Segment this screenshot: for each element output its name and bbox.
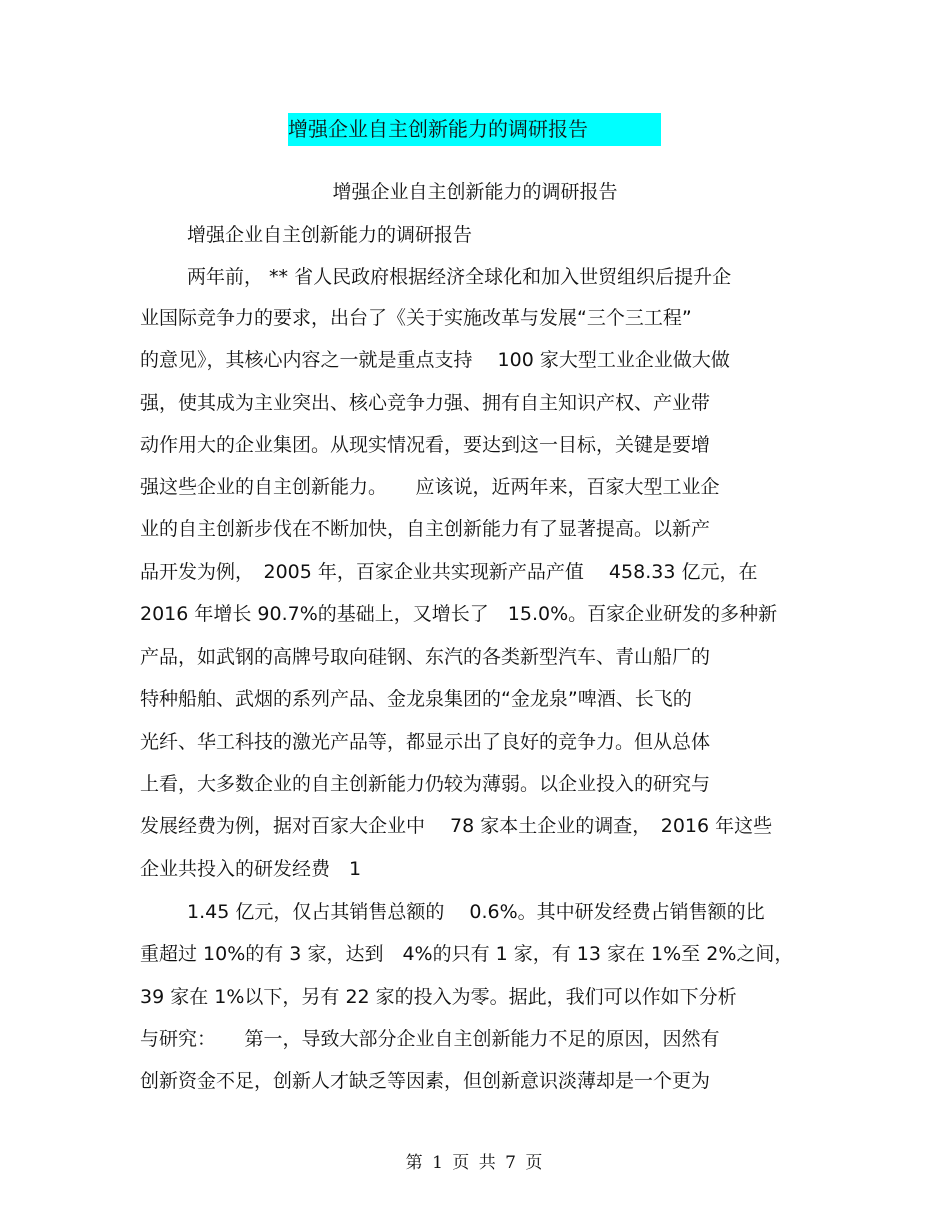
body-line: 动作用大的企业集团。从现实情况看，要达到这一目标，关键是要增 <box>140 434 711 456</box>
body-line: 业的自主创新步伐在不断加快，自主创新能力有了显著提高。以新产 <box>140 518 711 540</box>
body-line: 上看，大多数企业的自主创新能力仍较为薄弱。以企业投入的研究与 <box>140 773 711 795</box>
body-line: 重超过 10%的有 3 家，达到 4%的只有 1 家，有 13 家在 1%至 2%之间， <box>140 943 794 965</box>
body-line: 发展经费为例，据对百家大企业中 78 家本土企业的调查， 2016 年这些 <box>140 815 773 837</box>
page-footer: 第 1 页 共 7 页 <box>405 1153 545 1173</box>
highlighted-title <box>288 113 661 146</box>
body-line: 增强企业自主创新能力的调研报告 <box>187 224 473 246</box>
body-line: 1.45 亿元，仅占其销售总额的 0.6%。其中研发经费占销售额的比 <box>187 901 765 923</box>
body-line: 与研究： 第一，导致大部分企业自主创新能力不足的原因，因然有 <box>140 1028 720 1050</box>
document-subtitle: 增强企业自主创新能力的调研报告 <box>332 181 618 203</box>
body-line: 创新资金不足，创新人才缺乏等因素，但创新意识淡薄却是一个更为 <box>140 1070 711 1092</box>
body-line: 39 家在 1%以下，另有 22 家的投入为零。据此，我们可以作如下分析 <box>140 986 737 1008</box>
body-line: 光纤、华工科技的激光产品等，都显示出了良好的竞争力。但从总体 <box>140 731 711 753</box>
highlighted-title-text: 增强企业自主创新能力的调研报告 <box>288 117 588 141</box>
body-line: 品开发为例， 2005 年，百家企业共实现新产品产值 458.33 亿元，在 <box>140 561 758 583</box>
body-line: 产品，如武钢的高牌号取向硅钢、东汽的各类新型汽车、青山船厂的 <box>140 646 711 668</box>
body-line: 业国际竞争力的要求，出台了《关于实施改革与发展“三个三工程” <box>140 307 692 329</box>
body-line: 强，使其成为主业突出、核心竞争力强、拥有自主知识产权、产业带 <box>140 392 711 414</box>
body-line: 两年前， ** 省人民政府根据经济全球化和加入世贸组织后提升企 <box>187 266 732 288</box>
body-line: 特种船舶、武烟的系列产品、金龙泉集团的“金龙泉”啤酒、长飞的 <box>140 688 692 710</box>
body-line: 2016 年增长 90.7%的基础上，又增长了 15.0%。百家企业研发的多种新 <box>140 603 778 625</box>
body-line: 强这些企业的自主创新能力。 应该说，近两年来，百家大型工业企 <box>140 476 720 498</box>
body-line: 的意见》，其核心内容之一就是重点支持 100 家大型工业企业做大做 <box>140 349 730 371</box>
body-line: 企业共投入的研发经费 1 <box>140 858 362 880</box>
